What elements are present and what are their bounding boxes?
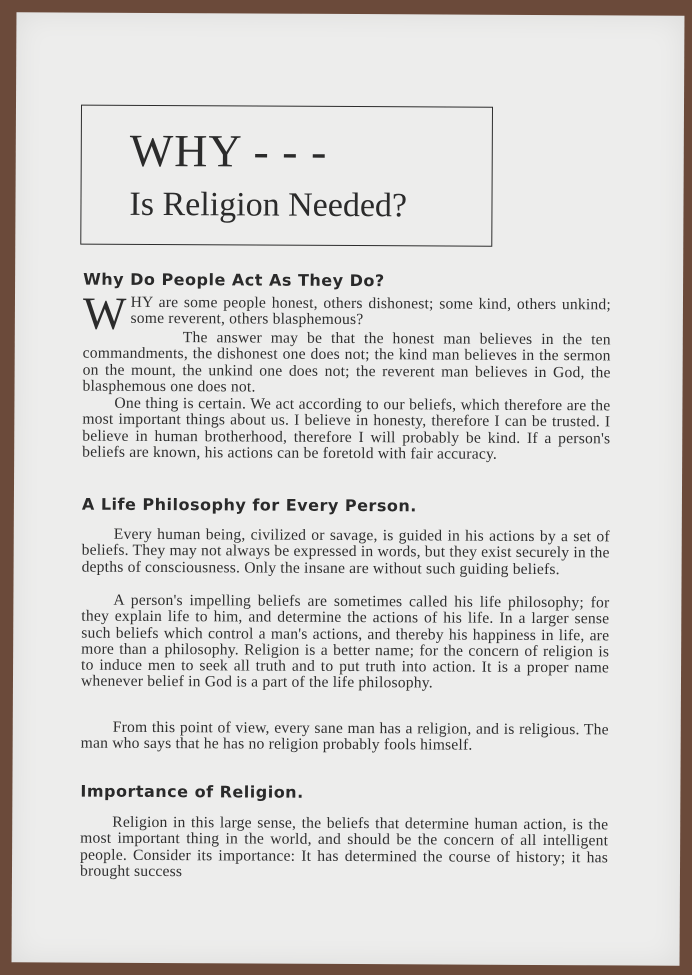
document-page bbox=[12, 12, 685, 965]
section-heading-importance: Importance of Religion. bbox=[80, 781, 304, 802]
paragraph-intro-text: HY are some people honest, others dishonest; some kind, others unkind; some reverent, others blasphemous? bbox=[130, 293, 612, 329]
drop-cap: W bbox=[82, 287, 127, 339]
paragraph-religion-large-sense: Religion in this large sense, the beliefs that determine human action, is the most important thing in the world, and should be the concern of all intelligent people. Consider its importance: It has determined the course of history; it has brought success bbox=[79, 813, 609, 881]
paragraph-intro bbox=[82, 287, 612, 339]
paragraph-impelling-beliefs: A person's impelling beliefs are sometimes called his life philosophy; for they explain life to him, and determine the actions of his life. In a larger sense such beliefs which control a man's actions, and thereby his happiness in life, are more than a philosophy. Religion is a better name; for the concern of religion is to induce men to seek all truth and to put truth into action. It is a proper name whenever belief in God is a part of the life philosophy. bbox=[80, 591, 610, 692]
paragraph-point-of-view: From this point of view, every sane man has a religion, and is religious. The man who says that he has no religion probably fools himself. bbox=[80, 718, 609, 754]
paragraph-one-thing: One thing is certain. We act according to our beliefs, which therefore are the most important things about us. I believe in honesty, therefore I can be trusted. I believe in human brotherhood, therefore I will probably be kind. If a person's beliefs are known, his actions can be foretold with fair accuracy. bbox=[82, 394, 611, 463]
title-line-2: Is Religion Needed? bbox=[129, 185, 408, 225]
paragraph-every-human: Every human being, civilized or savage, is guided in his actions by a set of beliefs. They may not always be expressed in words, but they exist securely in the depths of consciousness. Only the insane are without such guiding beliefs. bbox=[81, 525, 610, 578]
section-heading-why-people-act: Why Do People Act As They Do? bbox=[83, 269, 385, 291]
title-line-1: WHY - - - bbox=[129, 124, 328, 177]
title-box bbox=[80, 105, 493, 247]
section-heading-life-philosophy: A Life Philosophy for Every Person. bbox=[81, 494, 417, 516]
paragraph-answer: The answer may be that the honest man believes in the ten commandments, the dishonest one does not; the kind man believes in the sermon on the mount, the unkind one does not; the reverent man believes in God, the blasphemous one does not. bbox=[82, 329, 611, 396]
